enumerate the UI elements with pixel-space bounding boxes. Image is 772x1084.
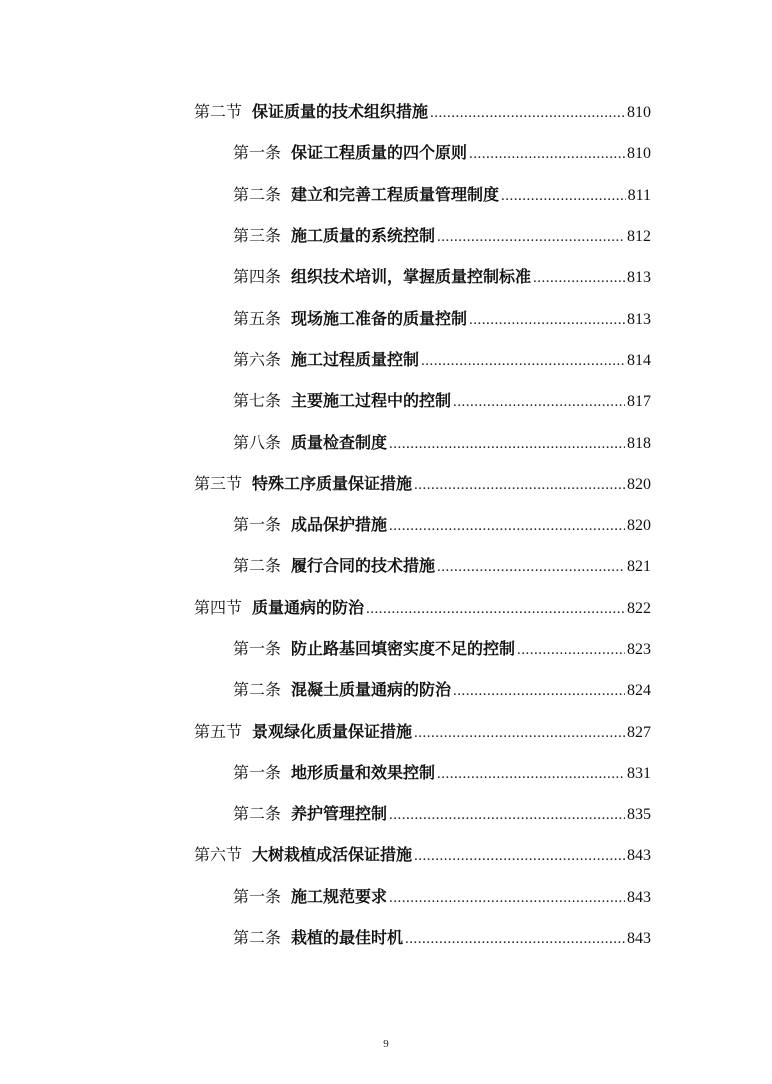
toc-entry-article[interactable] [0, 133, 772, 174]
dot-leader [469, 144, 625, 164]
toc-entry-page: 821 [627, 558, 651, 576]
dot-leader [453, 681, 625, 701]
toc-entry-page: 831 [627, 764, 651, 782]
toc-entry-title: 保证工程质量的四个原则 [291, 143, 468, 163]
toc-entry-number: 第一条 [233, 515, 282, 535]
toc-entry-number: 第三条 [233, 226, 282, 246]
toc-entry-article[interactable] [0, 216, 772, 257]
dot-leader [389, 805, 625, 825]
toc-entry-article[interactable] [0, 340, 772, 381]
toc-entry-number: 第一条 [233, 762, 282, 782]
toc-entry-title: 景观绿化质量保证措施 [252, 721, 413, 741]
toc-entry-page: 843 [627, 888, 651, 906]
toc-entry-page: 820 [627, 517, 651, 535]
dot-leader [469, 310, 625, 330]
toc-entry-section[interactable] [0, 464, 772, 505]
toc-entry-page: 822 [627, 599, 651, 617]
toc-entry-title: 施工质量的系统控制 [291, 226, 436, 246]
toc-entry-article[interactable] [0, 794, 772, 835]
toc-entry-article[interactable] [0, 877, 772, 918]
toc-entry-article[interactable] [0, 918, 772, 959]
toc-entry-page: 813 [627, 310, 651, 328]
toc-entry-number: 第五条 [233, 308, 282, 328]
toc-entry-article[interactable] [0, 546, 772, 587]
dot-leader [437, 227, 625, 247]
toc-entry-title: 大树栽植成活保证措施 [252, 845, 413, 865]
toc-entry-article[interactable] [0, 257, 772, 298]
toc-entry-article[interactable] [0, 298, 772, 339]
toc-entry-section[interactable] [0, 588, 772, 629]
toc-entry-section[interactable] [0, 711, 772, 752]
toc-entry-page: 823 [627, 641, 651, 658]
toc-entry-title: 质量通病的防治 [252, 597, 365, 617]
toc-entry-title: 防止路基回填密实度不足的控制 [291, 639, 516, 658]
toc-entry-article[interactable] [0, 505, 772, 546]
dot-leader [405, 929, 625, 949]
dot-leader [414, 475, 625, 495]
dot-leader [437, 764, 625, 784]
toc-entry-title: 组织技术培训，掌握质量控制标准 [291, 267, 532, 287]
toc-entry-number: 第二条 [233, 184, 282, 204]
toc-entry-title: 特殊工序质量保证措施 [252, 473, 413, 493]
toc-entry-page: 817 [627, 393, 651, 411]
toc-entry-number: 第一条 [233, 886, 282, 906]
toc-entry-title: 履行合同的技术措施 [291, 556, 436, 576]
toc-entry-title: 现场施工准备的质量控制 [291, 308, 468, 328]
toc-entry-number: 第一条 [233, 143, 282, 163]
toc-entry-number: 第四条 [233, 267, 282, 287]
dot-leader [430, 103, 625, 123]
toc-entry-article[interactable] [0, 381, 772, 422]
toc-entry-number: 第二条 [233, 680, 282, 700]
toc-entry-title: 质量检查制度 [291, 432, 388, 452]
dot-leader [366, 599, 625, 619]
toc-entry-page: 818 [627, 434, 651, 452]
dot-leader [414, 723, 625, 743]
toc-entry-page: 813 [627, 269, 651, 287]
toc-entry-number: 第八条 [233, 432, 282, 452]
toc-entry-title: 施工过程质量控制 [291, 349, 420, 369]
toc-entry-number: 第六条 [233, 349, 282, 369]
page-number: 9 [383, 1038, 389, 1050]
toc-entry-title: 养护管理控制 [291, 804, 388, 824]
toc-entry-title: 地形质量和效果控制 [291, 762, 436, 782]
toc-entry-number: 第二条 [233, 556, 282, 576]
toc-entry-article[interactable] [0, 175, 772, 216]
toc-entry-page: 835 [627, 806, 651, 824]
toc-entry-title: 建立和完善工程质量管理制度 [291, 184, 500, 204]
toc-entry-section[interactable] [0, 92, 772, 133]
dot-leader [533, 268, 625, 288]
dot-leader [389, 888, 625, 908]
toc-entry-number: 第二条 [233, 804, 282, 824]
toc-entry-section[interactable] [0, 835, 772, 876]
toc-entry-title: 栽植的最佳时机 [291, 928, 404, 948]
toc-entry-title: 保证质量的技术组织措施 [252, 102, 429, 122]
table-of-contents [0, 92, 772, 959]
toc-entry-number: 第一条 [233, 639, 282, 658]
toc-entry-page: 843 [627, 930, 651, 948]
dot-leader [453, 392, 625, 412]
toc-entry-number: 第四节 [194, 597, 243, 617]
toc-entry-title: 施工规范要求 [291, 886, 388, 906]
toc-entry-article[interactable] [0, 670, 772, 711]
toc-entry-number: 第二节 [194, 102, 243, 122]
toc-entry-page: 814 [627, 351, 651, 369]
toc-entry-page: 810 [627, 104, 651, 122]
toc-entry-article[interactable] [0, 422, 772, 463]
toc-entry-number: 第六节 [194, 845, 243, 865]
dot-leader [501, 186, 626, 206]
dot-leader [517, 640, 625, 660]
toc-entry-page: 820 [627, 475, 651, 493]
dot-leader [414, 846, 625, 866]
toc-entry-page: 824 [627, 682, 651, 700]
toc-entry-page: 810 [627, 145, 651, 163]
toc-entry-page: 812 [627, 228, 651, 246]
dot-leader [389, 434, 625, 454]
dot-leader [437, 557, 625, 577]
toc-entry-number: 第三节 [194, 473, 243, 493]
toc-entry-number: 第五节 [194, 721, 243, 741]
toc-entry-number: 第七条 [233, 391, 282, 411]
toc-entry-article[interactable] [0, 753, 772, 794]
toc-entry-page: 827 [627, 723, 651, 741]
dot-leader [389, 516, 625, 536]
toc-entry-article[interactable] [0, 629, 772, 670]
dot-leader [421, 351, 625, 371]
toc-entry-page: 843 [627, 847, 651, 865]
toc-entry-title: 混凝土质量通病的防治 [291, 680, 452, 700]
toc-entry-title: 成品保护措施 [291, 515, 388, 535]
toc-entry-title: 主要施工过程中的控制 [291, 391, 452, 411]
toc-entry-number: 第二条 [233, 928, 282, 948]
toc-entry-page: 811 [627, 186, 651, 204]
